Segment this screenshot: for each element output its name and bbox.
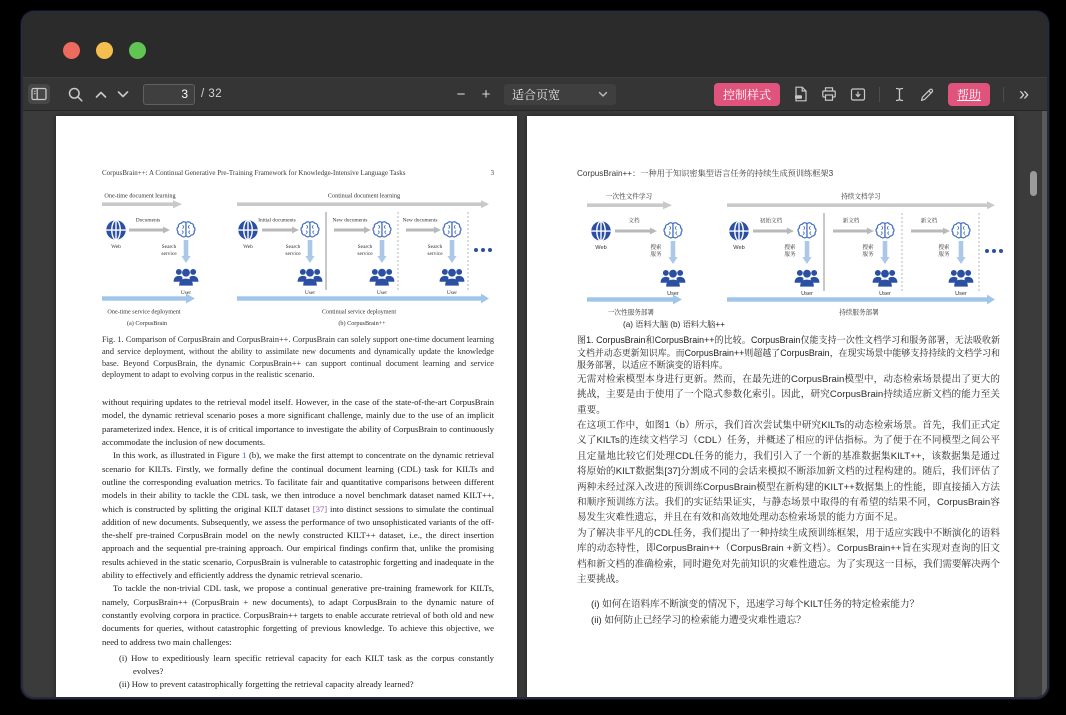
body-text [102, 396, 494, 692]
list-item: (ii) 如何防止已经学习的检索能力遭受灾难性遗忘？ [591, 615, 806, 627]
help-button[interactable]: 帮助 [948, 83, 990, 106]
toolbar-right-group [714, 83, 1031, 106]
app-window [21, 11, 1049, 699]
figure-label: Web [111, 244, 121, 250]
paragraph-text: into distinct sessions to simulate the continual addition of new documents. Subsequently, we assess the performance of two unsophisticated variants of the off-the-shelf pre-trained CorpusBrain model on the newly constructed KILT++ dataset, i.e., the direct insertion approach and the sequential pre-training approach. Our empirical findings confirm that, unlike the promising results achieved in the static scenario, CorpusBrain is vulnerable to catastrophic forgetting and inadequate in the ability to effectively and efficiently address the dynamic retrieval scenario. [102, 503, 494, 581]
figure-label: Documents [135, 217, 161, 224]
figure-reference-link[interactable]: 1 [242, 450, 247, 461]
brain-icon [177, 222, 195, 237]
sidebar-panel-icon [31, 87, 47, 101]
brain-icon [798, 223, 816, 238]
ellipsis-dots [985, 249, 1003, 253]
zoom-in-button[interactable]: + [481, 85, 491, 103]
running-header: CorpusBrain++：一种用于知识密集型语言任务的持续生成预训练框架3 [577, 169, 834, 178]
control-style-button[interactable]: 控制样式 [714, 83, 780, 106]
pen-icon [919, 87, 935, 102]
figure-label: One-time service deployment [107, 308, 181, 316]
globe-icon [591, 221, 610, 240]
figure-label: 文档 [628, 218, 640, 225]
search-button[interactable] [68, 87, 83, 102]
brain-icon [373, 222, 391, 237]
save-download-icon [850, 87, 866, 102]
page-number: 3 [490, 169, 494, 177]
body-text [577, 372, 1000, 630]
printer-icon [821, 86, 837, 102]
close-window-button[interactable] [63, 42, 80, 59]
scrollbar-thumb[interactable] [1030, 171, 1037, 196]
figure-label: Web [733, 245, 745, 251]
page-number-input[interactable] [143, 84, 195, 105]
chevron-up-icon [95, 90, 107, 99]
text-select-tool-button[interactable] [893, 87, 906, 102]
citation-link[interactable]: [37] [312, 503, 328, 514]
brain-icon [664, 223, 682, 238]
brain-icon [952, 223, 970, 238]
toolbar-divider [1003, 87, 1004, 102]
figure-caption-a: (a) CorpusBrain [126, 320, 168, 327]
figure-label: 持续文档学习 [841, 193, 881, 201]
paragraph-text: In this work, as illustrated in Figure [113, 450, 243, 461]
figure-label: Initial documents [258, 217, 296, 224]
figure-label: 一次性服务部署 [607, 309, 655, 317]
more-tools-button[interactable]: » [1018, 84, 1029, 104]
text-cursor-icon [893, 87, 906, 102]
print-button[interactable] [821, 86, 837, 102]
running-header [102, 169, 494, 177]
figure-label: Continual document learning [327, 192, 401, 200]
brain-icon [876, 223, 894, 238]
figure-label: 新文档 [842, 218, 860, 225]
maximize-window-button[interactable] [129, 42, 146, 59]
toolbar-left-group [28, 84, 222, 105]
paragraph-3: To tackle the non-trivial CDL task, we propose a continual generative pre-training framework for KILTs, namely, CorpusBrain++ (CorpusBrain + new documents), to adapt CorpusBrain to the dynamic nature of constantly evolving corpora in practice. CorpusBrain++ targets to enable accurate retrieval of both old and new documents for queries, without catastrophic forgetting of previous knowledge. To achieve this objective, we need to address two main challenges: [102, 583, 494, 647]
titlebar [23, 13, 1047, 77]
page-total-label: / 32 [201, 88, 223, 100]
paragraph-1: 无需对检索模型本身进行更新。然而，在最先进的CorpusBrain模型中，动态检索场景提出了更大的挑战，主要是由于使用了一个隐式参数化索引。因此，研究CorpusBrain持续适应新文档的能力至关重要。 [577, 373, 1000, 416]
zoom-mode-value: 适合页宽 [512, 87, 561, 102]
zoom-out-button[interactable]: − [456, 85, 466, 103]
figure-1-chinese [587, 191, 1007, 317]
export-pdf-button[interactable] [793, 86, 808, 102]
figure-label: 新文档 [920, 218, 938, 225]
brain-icon [443, 222, 461, 237]
list-item: (ii) How to prevent catastrophically forgetting the retrieval capacity already learned? [119, 679, 414, 690]
list-item: (i) 如何在语料库不断演变的情况下，迅速学习每个KILT任务的特定检索能力？ [591, 599, 920, 611]
globe-icon [106, 220, 125, 239]
chevron-down-icon [598, 91, 608, 98]
next-page-button[interactable] [117, 90, 129, 99]
paragraph-3: 为了解决非平凡的CDL任务，我们提出了一种持续生成预训练框架，用于适应实践中不断演化的语料库的动态特性，即CorpusBrain++（CorpusBrain +新文档）。CorpusBrain++旨在实现对查询的旧文档和新文档的准确检索，同时避免对先前知识的灾难性遗忘。为了实现这一目标，我们需要解决两个主要挑战。 [577, 527, 1000, 586]
toolbar-zoom-group [454, 84, 616, 105]
traffic-lights [63, 42, 146, 59]
figure-label: Continual service deployment [321, 308, 397, 316]
pdf-page-right [527, 116, 1014, 697]
document-viewer [23, 111, 1047, 697]
list-item: (i) How to expeditiously learn specific retrieval capacity for each KILT task as the corpus constantly evolves? [119, 652, 494, 677]
paragraph-2 [102, 449, 494, 582]
challenge-list [577, 597, 1000, 629]
figure-subcaption: (a) 语料大脑 (b) 语料大脑++ [623, 320, 725, 329]
scrollbar-track[interactable] [1042, 111, 1047, 697]
figure-caption: 图1. CorpusBrain和CorpusBrain++的比较。CorpusBrain仅能支持一次性文档学习和服务部署，无法吸收新文档并动态更新知识库。而CorpusBrain++则超越了CorpusBrain，在现实场景中能够支持持续的文档学习和服务部署，以适应不断演变的语料库。 [577, 335, 1000, 371]
figure-label: Web [243, 244, 253, 250]
brain-icon [301, 222, 319, 237]
figure-1-english [102, 190, 494, 327]
annotate-tool-button[interactable] [919, 87, 935, 102]
figure-label: 一次性文件学习 [605, 193, 653, 201]
figure-label: 持续服务部署 [839, 309, 879, 317]
figure-label: One-time document learning [104, 192, 176, 200]
previous-page-button[interactable] [95, 90, 107, 99]
pdf-document-icon [793, 86, 808, 102]
minimize-window-button[interactable] [96, 42, 113, 59]
toolbar [23, 77, 1047, 111]
figure-label: New documents [332, 217, 368, 224]
paragraph-text: (b), we make the first attempt to concentrate on the dynamic retrieval scenario for KILTs. Firstly, we formally define the continual document learning (CDL) task for KILTs and outline the corresponding evaluation metrics. To facilitate fair and quantitative comparisons between different models in their ability to tackle the CDL task, we then introduce a novel benchmark dataset named KILT++, which is constructed by splitting the original KILT dataset [102, 450, 494, 514]
ellipsis-dots [474, 248, 492, 252]
sidebar-toggle-button[interactable] [28, 84, 50, 104]
toolbar-divider [879, 87, 880, 102]
zoom-mode-select[interactable] [504, 84, 616, 105]
figure-caption-b: (b) CorpusBrain++ [338, 320, 386, 327]
challenge-list [102, 652, 494, 692]
globe-icon [238, 220, 257, 239]
chevron-down-icon [117, 90, 129, 99]
figure-label: New documents [402, 217, 438, 224]
figure-caption: Fig. 1. Comparison of CorpusBrain and CorpusBrain++. CorpusBrain can solely support one-time document learning and service deployment, without the ability to assimilate new documents and dynamically update the knowledge base. Beyond CorpusBrain, the dynamic CorpusBrain++ can support continual document learning and service deployment to adapt to evolving corpus in the realistic scenario. [102, 335, 494, 380]
figure-label: Web [595, 245, 607, 251]
paragraph-1: without requiring updates to the retrieval model itself. However, in the case of the state-of-the-art CorpusBrain model, the dynamic retrieval scenario poses a more significant challenge, mainly due to the use of an implicit parameterized index. Hence, it is of critical importance to investigate the ability of CorpusBrain to continuously accommodate the inclusion of new documents. [102, 397, 494, 448]
pdf-page-left [56, 116, 517, 697]
save-as-button[interactable] [850, 87, 866, 102]
paragraph-2: 在这项工作中，如图1（b）所示，我们首次尝试集中研究KILTs的动态检索场景。首先，我们正式定义了KILTs的连续文档学习（CDL）任务，并概述了相应的评估指标。为了便于在不同模型之间公平且定量地比较它们处理CDL任务的能力，我们引入了一个新的基准数据集KILT++，该数据集是通过将原始的KILT数据集[37]分割成不同的会话来模拟不断添加新文档的过程构建的。随后，我们评估了两种未经过深入改进的预训练CorpusBrain模型在新构建的KILT++数据集上的性能，即直接插入方法和顺序预训练方法。我们的实证结果证实，与静态场景中取得的有希望的结果不同，CorpusBrain容易发生灾难性遗忘，并且在有效和高效地处理动态检索场景的能力方面不足。 [577, 420, 1000, 524]
globe-icon [729, 221, 748, 240]
paper-title: CorpusBrain++: A Continual Generative Pre-Training Framework for Knowledge-Intensive Language Tasks [102, 169, 406, 177]
figure-label: 初始文档 [759, 218, 783, 225]
search-icon [68, 87, 83, 102]
